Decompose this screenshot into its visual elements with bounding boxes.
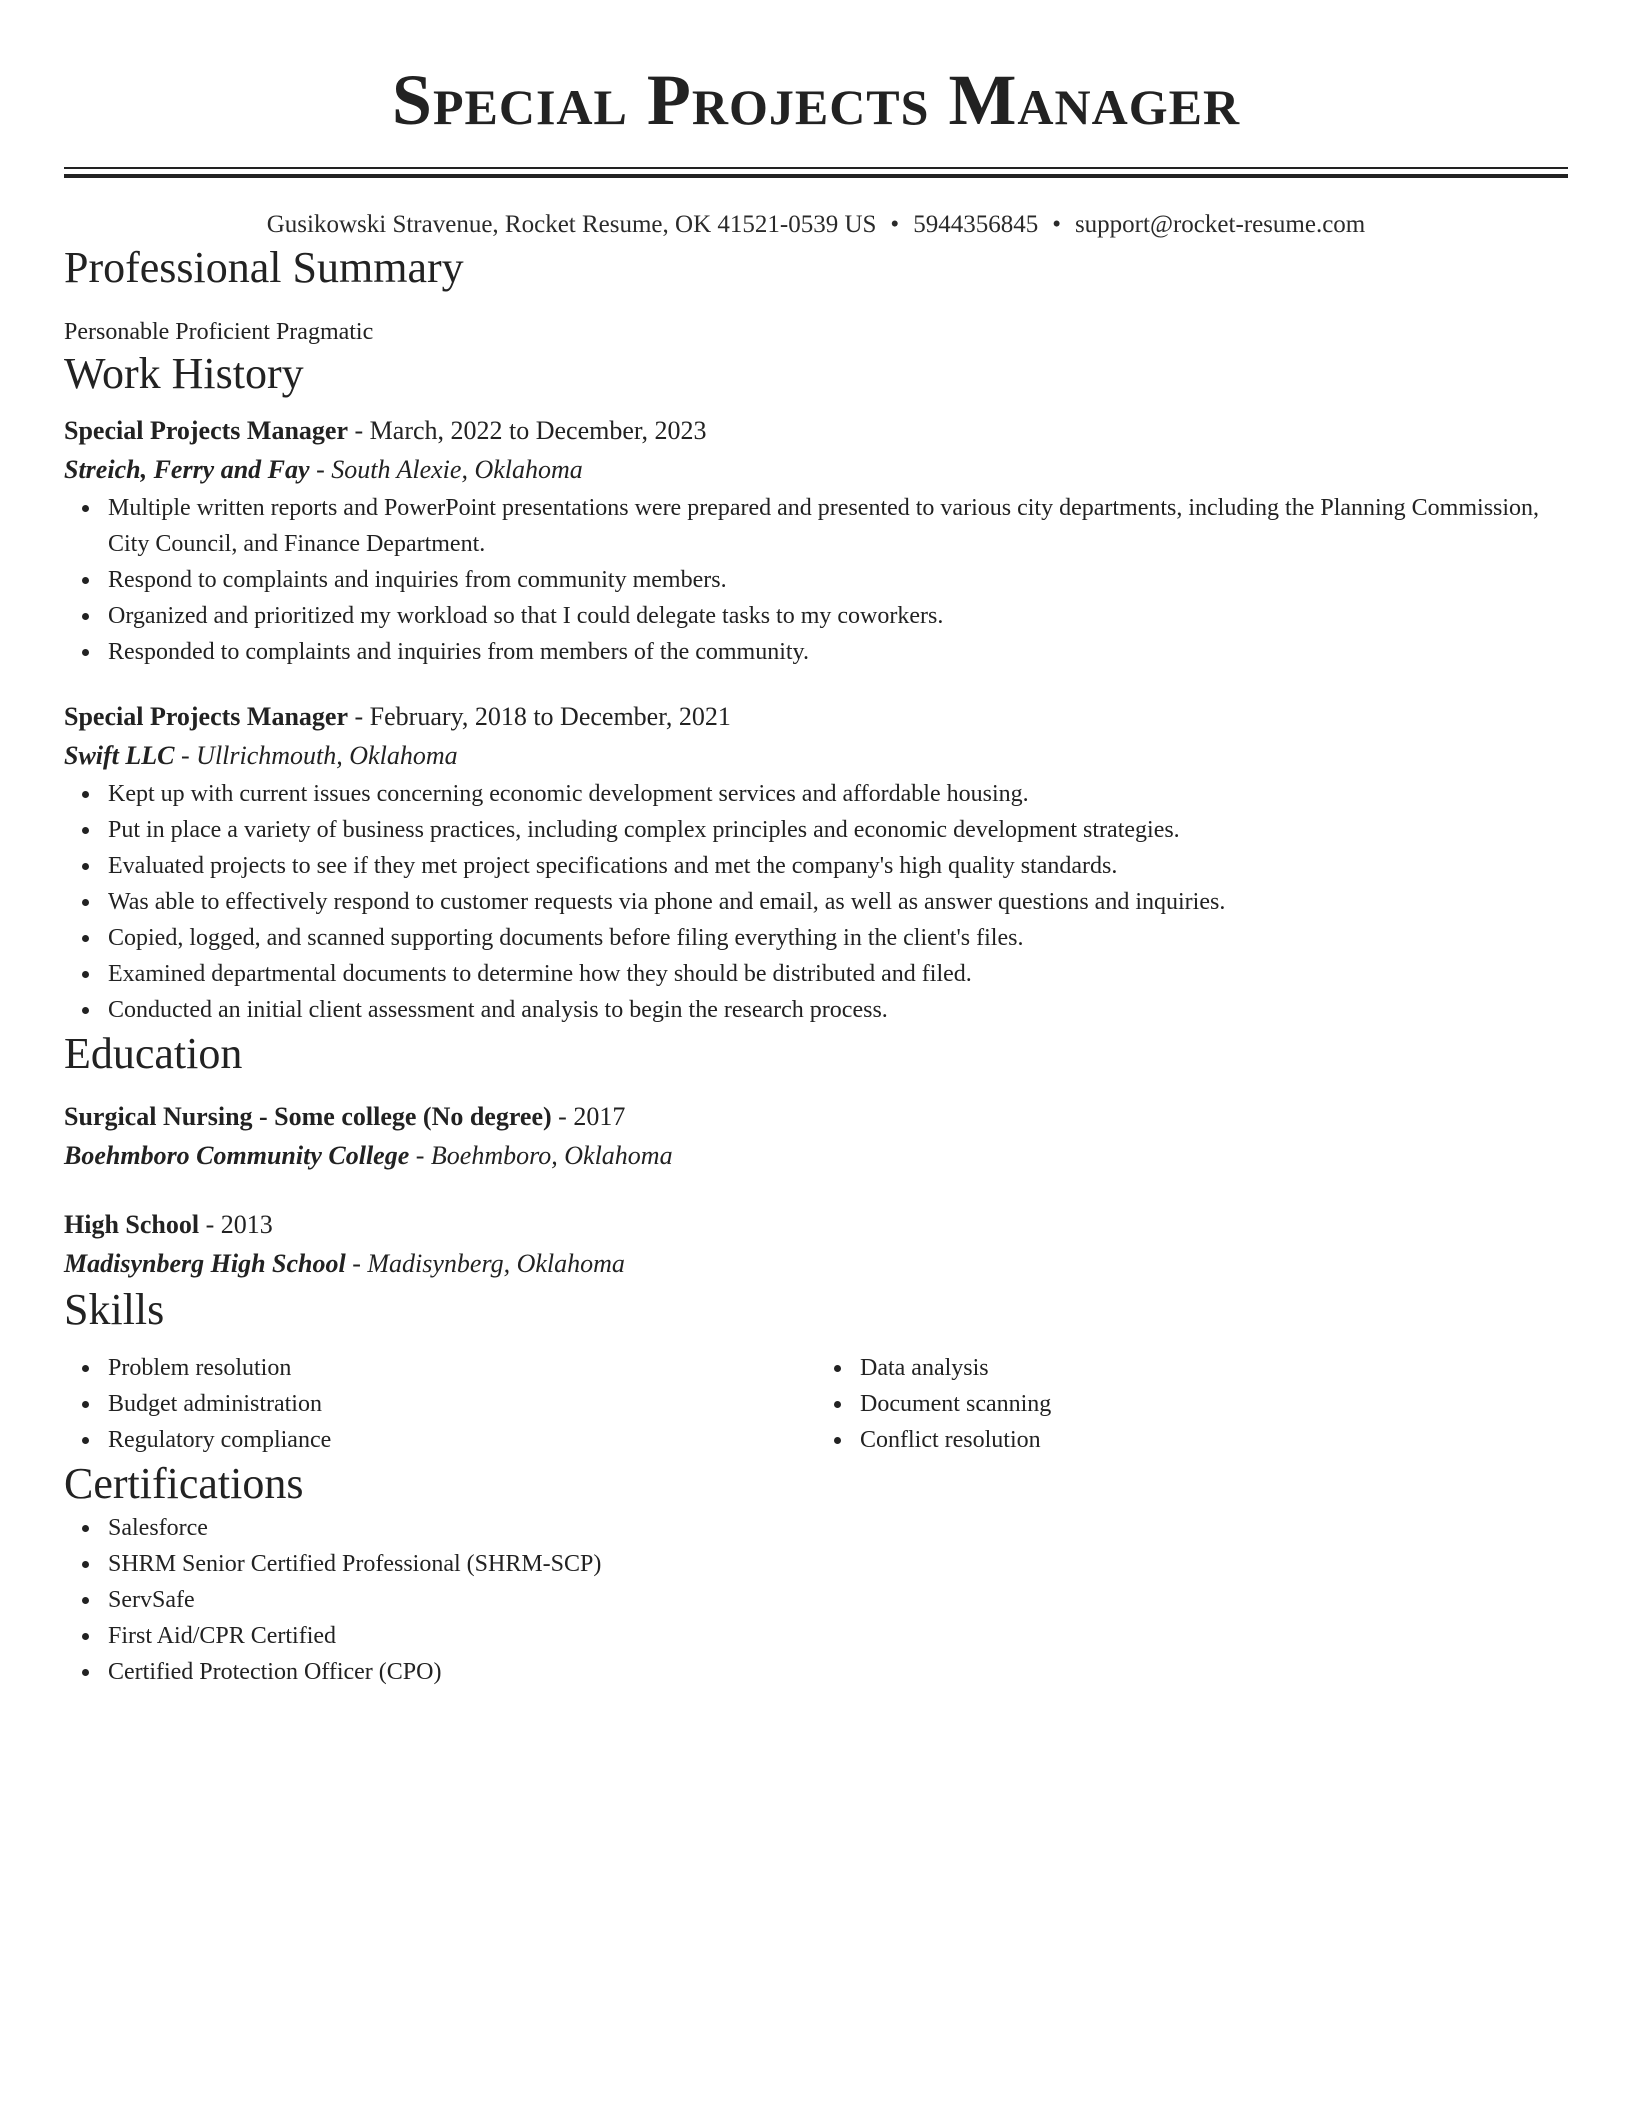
education-entry	[64, 1098, 1568, 1176]
education-location: - Boehmboro, Oklahoma	[409, 1141, 673, 1170]
education-school-line	[64, 1244, 1568, 1284]
contact-separator: •	[890, 211, 900, 238]
education-header	[64, 1098, 1568, 1136]
skill-item: Document scanning	[860, 1386, 1568, 1422]
skill-item: Conflict resolution	[860, 1422, 1568, 1458]
education-location: - Madisynberg, Oklahoma	[345, 1249, 625, 1278]
skills-heading: Skills	[64, 1285, 165, 1334]
education-school-line	[64, 1136, 1568, 1176]
job-header	[64, 698, 1568, 736]
certification-item: First Aid/CPR Certified	[108, 1618, 1568, 1654]
list-item: Organized and prioritized my workload so that I could delegate tasks to my coworkers.	[108, 598, 1568, 634]
skill-item: Regulatory compliance	[108, 1422, 816, 1458]
job-entry	[64, 698, 1568, 1028]
education-header	[64, 1206, 1568, 1244]
certification-item: Certified Protection Officer (CPO)	[108, 1654, 1568, 1690]
skills-column-right	[816, 1350, 1568, 1458]
job-role: Special Projects Manager	[64, 702, 348, 731]
contact-phone: 5944356845	[913, 211, 1039, 238]
header-rule-thick	[64, 174, 1568, 178]
education-year: - 2013	[199, 1210, 273, 1239]
list-item: Copied, logged, and scanned supporting documents before filing everything in the client's files.	[108, 920, 1568, 956]
job-entry	[64, 412, 1568, 670]
resume-name: Special Projects Manager	[391, 60, 1241, 140]
education-degree: Surgical Nursing - Some college (No degree)	[64, 1102, 552, 1131]
summary-heading: Professional Summary	[64, 243, 464, 292]
education-school: Madisynberg High School	[64, 1249, 346, 1278]
summary-text: Personable Proficient Pragmatic	[64, 319, 374, 345]
skill-item: Budget administration	[108, 1386, 816, 1422]
job-bullets	[64, 490, 1568, 670]
skills-column-left	[64, 1350, 816, 1458]
education-school: Boehmboro Community College	[64, 1141, 410, 1170]
job-location: - Ullrichmouth, Oklahoma	[174, 741, 458, 770]
list-item: Evaluated projects to see if they met project specifications and met the company's high quality standards.	[108, 848, 1568, 884]
education-degree: High School	[64, 1210, 200, 1239]
list-item: Multiple written reports and PowerPoint presentations were prepared and presented to various city departments, including the Planning Commission, City Council, and Finance Department.	[108, 490, 1568, 562]
certification-item: Salesforce	[108, 1510, 1568, 1546]
job-header	[64, 412, 1568, 450]
job-company: Streich, Ferry and Fay	[64, 455, 310, 484]
list-item: Put in place a variety of business practices, including complex principles and economic development strategies.	[108, 812, 1568, 848]
education-heading: Education	[64, 1029, 243, 1078]
resume-page	[64, 0, 1568, 1690]
job-company-line	[64, 736, 1568, 776]
job-location: - South Alexie, Oklahoma	[309, 455, 583, 484]
list-item: Responded to complaints and inquiries from members of the community.	[108, 634, 1568, 670]
contact-email: support@rocket-resume.com	[1074, 211, 1366, 238]
skills-grid	[64, 1350, 1568, 1458]
job-dates: - March, 2022 to December, 2023	[348, 416, 707, 445]
work-history-heading: Work History	[64, 349, 304, 398]
job-bullets	[64, 776, 1568, 1028]
contact-address: Gusikowski Stravenue, Rocket Resume, OK 41521-0539 US	[266, 211, 877, 238]
job-company-line	[64, 450, 1568, 490]
list-item: Was able to effectively respond to customer requests via phone and email, as well as answer questions and inquiries.	[108, 884, 1568, 920]
certifications-heading: Certifications	[64, 1459, 304, 1508]
skill-item: Data analysis	[860, 1350, 1568, 1386]
skill-item: Problem resolution	[108, 1350, 816, 1386]
list-item: Conducted an initial client assessment and analysis to begin the research process.	[108, 992, 1568, 1028]
list-item: Kept up with current issues concerning economic development services and affordable housing.	[108, 776, 1568, 812]
job-company: Swift LLC	[64, 741, 175, 770]
certification-item: ServSafe	[108, 1582, 1568, 1618]
header-rule-thin	[64, 167, 1568, 169]
job-role: Special Projects Manager	[64, 416, 348, 445]
education-entry	[64, 1206, 1568, 1284]
job-dates: - February, 2018 to December, 2021	[348, 702, 731, 731]
contact-line	[64, 208, 1568, 242]
list-item: Respond to complaints and inquiries from community members.	[108, 562, 1568, 598]
certifications-list	[64, 1510, 1568, 1690]
contact-separator: •	[1052, 211, 1061, 238]
list-item: Examined departmental documents to determine how they should be distributed and filed.	[108, 956, 1568, 992]
certification-item: SHRM Senior Certified Professional (SHRM-SCP)	[108, 1546, 1568, 1582]
education-year: - 2017	[551, 1102, 626, 1131]
